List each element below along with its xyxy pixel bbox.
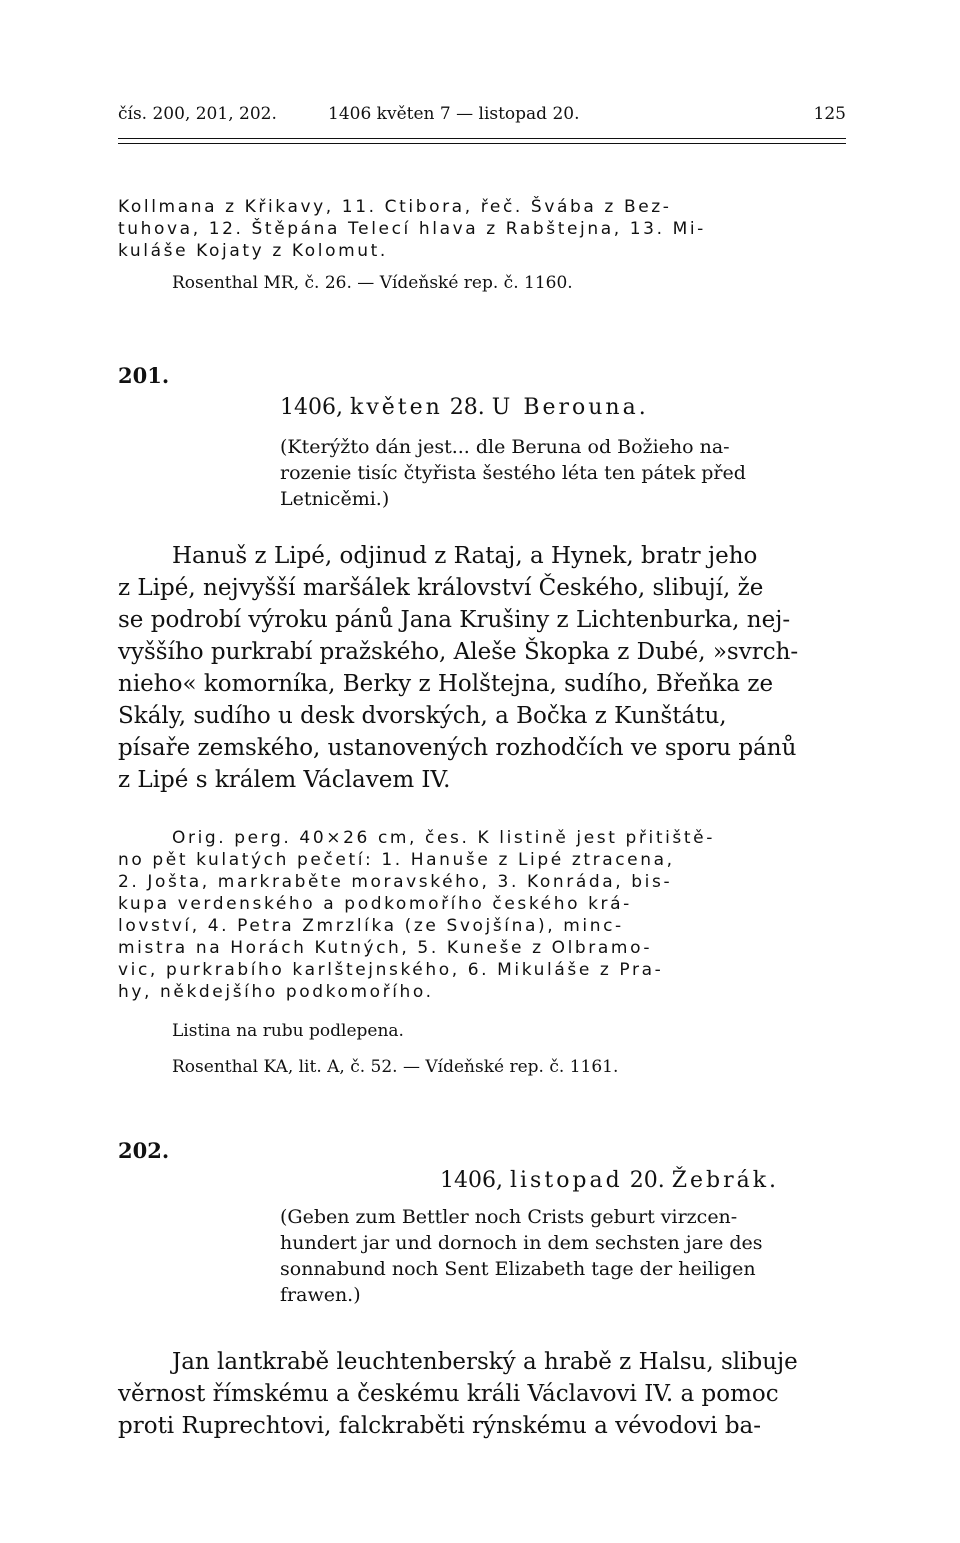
text-line: (Kterýžto dán jest... dle Beruna od Božieho na-	[280, 436, 730, 458]
text-line: hundert jar und dornoch in dem sechsten jare des	[280, 1232, 763, 1254]
entry201-dateline	[280, 394, 649, 422]
text-line: tuhova, 12. Štěpána Telecí hlava z Rabštejna, 13. Mi-	[118, 219, 706, 239]
text-line: kuláše Kojaty z Kolomut.	[118, 241, 388, 261]
text-line: no pět kulatých pečetí: 1. Hanuše z Lipé ztracena,	[118, 850, 675, 870]
text-line: Skály, sudího u desk dvorských, a Bočka z Kunštátu,	[118, 703, 727, 729]
entry201-dating-note	[280, 434, 746, 512]
entry202-dateline	[440, 1167, 779, 1195]
text-line: (Geben zum Bettler noch Crists geburt virzcen-	[280, 1206, 738, 1228]
document-page	[118, 0, 846, 1543]
text-line: kupa verdenského a podkomořího českého krá-	[118, 894, 632, 914]
entry201-source: Rosenthal KA, lit. A, č. 52. — Vídeňské rep. č. 1161.	[172, 1057, 619, 1077]
page-number: 125	[813, 104, 846, 124]
entry202-place: Žebrák.	[671, 1168, 780, 1193]
text-line: nieho« komorníka, Berky z Holštejna, sudího, Břeňka ze	[118, 671, 774, 697]
entry201-place: U Berouna.	[491, 395, 649, 420]
entry202-year: 1406,	[440, 1168, 510, 1193]
entry202-number: 202.	[118, 1138, 170, 1163]
entry201-day: 28.	[442, 395, 492, 420]
entry201-year: 1406,	[280, 395, 350, 420]
text-line: rozenie tisíc čtyřista šestého léta ten pátek před	[280, 462, 746, 484]
text-line: frawen.)	[280, 1284, 361, 1306]
text-line: vyššího purkrabí pražského, Aleše Škopka z Dubé, »svrch-	[118, 639, 799, 665]
entry202-month: listopad	[509, 1168, 623, 1193]
text-line: hy, někdejšího podkomořího.	[118, 982, 434, 1002]
text-line: vic, purkrabího karlštejnského, 6. Mikuláše z Pra-	[118, 960, 664, 980]
header-rule-bottom	[118, 143, 846, 144]
text-line: lovství, 4. Petra Zmrzlíka (ze Svojšína), minc-	[118, 916, 624, 936]
text-line: sonnabund noch Sent Elizabeth tage der heiligen	[280, 1258, 756, 1280]
text-line: proti Ruprechtovi, falckraběti rýnskému a vévodovi ba-	[118, 1413, 762, 1439]
header-rule-top	[118, 138, 846, 139]
text-line: z Lipé s králem Václavem IV.	[118, 767, 451, 793]
text-line: mistra na Horách Kutných, 5. Kuneše z Olbramo-	[118, 938, 653, 958]
text-line: Orig. perg. 40×26 cm, čes. K listině jest přitiště-	[172, 828, 715, 848]
text-line: Kollmana z Křikavy, 11. Ctibora, řeč. Švába z Bez-	[118, 197, 672, 217]
text-line: z Lipé, nejvyšší maršálek království Českého, slibují, že	[118, 575, 764, 601]
running-header	[118, 104, 846, 134]
header-date-range: 1406 květen 7 — listopad 20.	[328, 104, 580, 124]
entry201-regest	[118, 540, 798, 796]
entry202-dating-note	[280, 1204, 763, 1308]
entry202-day: 20.	[622, 1168, 672, 1193]
entry201-seal-description	[118, 827, 846, 1003]
header-document-numbers: čís. 200, 201, 202.	[118, 104, 277, 124]
entry202-regest	[118, 1346, 798, 1442]
entry201-remark: Listina na rubu podlepena.	[172, 1021, 404, 1041]
entry201-month: květen	[349, 395, 443, 420]
entry201-number: 201.	[118, 363, 170, 388]
entry200-source: Rosenthal MR, č. 26. — Vídeňské rep. č. 1160.	[172, 273, 573, 293]
text-line: Hanuš z Lipé, odjinud z Rataj, a Hynek, bratr jeho	[172, 543, 758, 569]
text-line: se podrobí výroku pánů Jana Krušiny z Lichtenburka, nej-	[118, 607, 791, 633]
entry200-seal-tail	[118, 196, 846, 262]
text-line: věrnost římskému a českému králi Václavovi IV. a pomoc	[118, 1381, 779, 1407]
text-line: 2. Jošta, markraběte moravského, 3. Konráda, bis-	[118, 872, 673, 892]
text-line: písaře zemského, ustanovených rozhodčích ve sporu pánů	[118, 735, 797, 761]
text-line: Jan lantkrabě leuchtenberský a hrabě z Halsu, slibuje	[172, 1349, 798, 1375]
text-line: Letnicěmi.)	[280, 488, 390, 510]
